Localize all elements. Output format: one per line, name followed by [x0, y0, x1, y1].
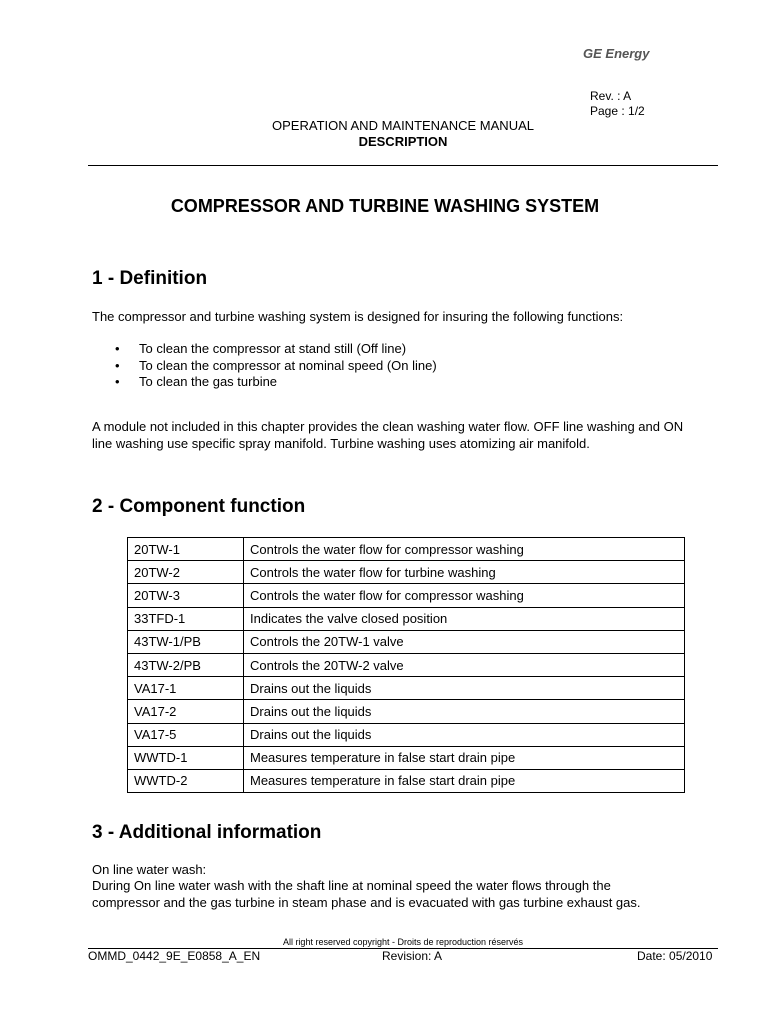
table-row: WWTD-2 Measures temperature in false start drain pipe	[128, 769, 685, 792]
bullet-icon: •	[115, 341, 120, 356]
brand-name: GE Energy	[583, 46, 650, 61]
online-wash-paragraph: During On line water wash with the shaft line at nominal speed the water flows through the compressor and the gas turbine in steam phase and is evacuated with gas turbine exhaust gas.	[92, 878, 641, 910]
bullet-icon: •	[115, 357, 120, 373]
table-row: VA17-2 Drains out the liquids	[128, 700, 685, 723]
table-row: 43TW-2/PB Controls the 20TW-2 valve	[128, 653, 685, 676]
component-table	[127, 537, 685, 793]
footer-revision: Revision: A	[382, 949, 443, 963]
list-item: • To clean the compressor at stand still (Off line)	[115, 341, 407, 356]
table-row: 20TW-3 Controls the water flow for compressor washing	[128, 584, 685, 607]
table-row: WWTD-1 Measures temperature in false start drain pipe	[128, 746, 685, 769]
bullet-icon: •	[115, 374, 120, 389]
function-list	[112, 341, 437, 391]
section-title: DESCRIPTION	[358, 134, 448, 149]
table-row: 20TW-2 Controls the water flow for turbine washing	[128, 561, 685, 584]
definition-intro: The compressor and turbine washing system is designed for insuring the following functions:	[92, 309, 624, 324]
table-row: 20TW-1 Controls the water flow for compressor washing	[128, 538, 685, 561]
section-heading-definition: 1 - Definition	[92, 268, 208, 289]
header-divider	[88, 165, 718, 166]
document-reference: OMMD_0442_9E_E0858_A_EN	[88, 949, 261, 963]
table-row: VA17-1 Drains out the liquids	[128, 677, 685, 700]
list-item: • To clean the compressor at nominal speed (On line)	[115, 357, 437, 373]
revision-label: Rev. : A	[590, 89, 632, 103]
table-row: VA17-5 Drains out the liquids	[128, 723, 685, 746]
table-row: 43TW-1/PB Controls the 20TW-1 valve	[128, 630, 685, 653]
section-heading-component-function: 2 - Component function	[92, 496, 306, 517]
page-number: Page : 1/2	[590, 104, 645, 118]
section-heading-additional-info: 3 - Additional information	[92, 822, 322, 843]
copyright-notice: All right reserved copyright - Droits de reproduction réservés	[282, 937, 524, 947]
document-title: COMPRESSOR AND TURBINE WASHING SYSTEM	[170, 196, 600, 216]
definition-paragraph: A module not included in this chapter provides the clean washing water flow. OFF line washing and ON line washing use specific spray manifold. Turbine washing uses atomizing air manifold.	[92, 419, 684, 451]
manual-title: OPERATION AND MAINTENANCE MANUAL	[272, 118, 534, 133]
table-row: 33TFD-1 Indicates the valve closed position	[128, 607, 685, 630]
list-item: • To clean the gas turbine	[115, 374, 278, 389]
footer-date: Date: 05/2010	[637, 949, 713, 963]
online-wash-subheading: On line water wash:	[92, 862, 207, 877]
